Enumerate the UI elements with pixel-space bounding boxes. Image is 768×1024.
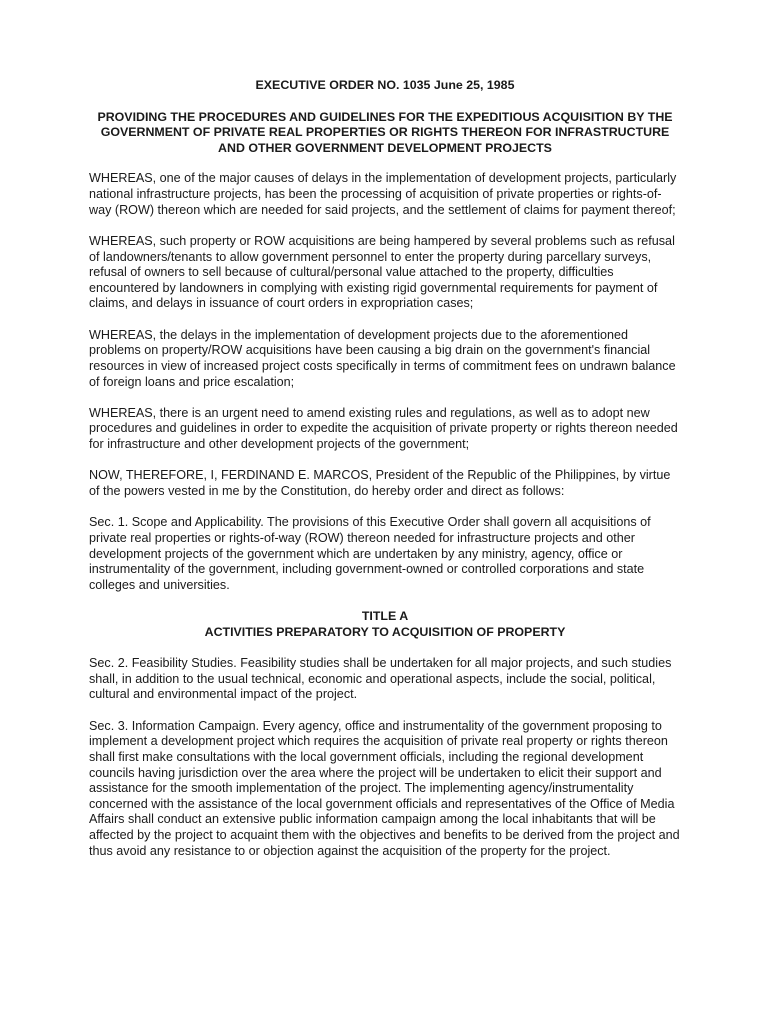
section-1: Sec. 1. Scope and Applicability. The provisions of this Executive Order shall govern all acquisitions of private real properties or rights-of-way (ROW) thereon needed for infrastructure projects and other development projects of the government which are undertaken by any ministry, agency, office or instrumentality of the government, including government-owned or controlled corporations and state colleges and universities. [89,515,651,592]
whereas-clause-4: WHEREAS, there is an urgent need to amend existing rules and regulations, as well as to adopt new procedures and guidelines in order to expedite the acquisition of private property or rights thereon needed for infrastructure and other development projects of the government; [89,405,678,452]
title-a-heading: ACTIVITIES PREPARATORY TO ACQUISITION OF PROPERTY [204,624,566,639]
title-a-label: TITLE A [361,609,409,624]
whereas-clause-3: WHEREAS, the delays in the implementation of development projects due to the aforementioned problems on property/ROW acquisitions have been causing a big drain on the government's financial resources in view of increased project costs specifically in terms of commitment fees on undrawn balance of foreign loans and price escalation; [89,327,676,389]
document-page [89,78,681,875]
section-2: Sec. 2. Feasibility Studies. Feasibility studies shall be undertaken for all major projects, and such studies shall, in addition to the usual technical, economic and operational aspects, include the social, political, cultural and environmental impact of the project. [89,656,672,702]
whereas-clause-2: WHEREAS, such property or ROW acquisitions are being hampered by several problems such as refusal of landowners/tenants to allow government personnel to enter the property during parcellary surveys, refusal of owners to sell because of cultural/personal value attached to the property, difficulties encountered by landowners in complying with existing rigid governmental requirements for payment of claims, and delays in issuance of court orders in expropriation cases; [89,233,675,311]
title-a-block [89,609,681,640]
section-3: Sec. 3. Information Campaign. Every agency, office and instrumentality of the government proposing to implement a development project which requires the acquisition of private real property or rights thereon shall first make consultations with the local government officials, including the regional development councils having jurisdiction over the area where the project will be undertaken to elicit their support and assistance for the smooth implementation of the project. The implementing agency/instrumentality concerned with the assistance of the local government officials and representatives of the Office of Media Affairs shall conduct an extensive public information campaign among the local inhabitants that will be affected by the project to acquaint them with the objectives and benefits to be derived from the project and thus avoid any resistance to or objection against the acquisition of the property for the project. [89,718,680,858]
order-purpose-heading: PROVIDING THE PROCEDURES AND GUIDELINES FOR THE EXPEDITIOUS ACQUISITION BY THE GOVERNMENT OF PRIVATE REAL PROPERTIES OR RIGHTS THEREON FOR INFRASTRUCTURE AND OTHER GOVERNMENT DEVELOPMENT PROJECTS [97,109,673,155]
order-title: EXECUTIVE ORDER NO. 1035 June 25, 1985 [255,78,515,92]
whereas-clause-1: WHEREAS, one of the major causes of delays in the implementation of development projects, particularly national infrastructure projects, has been the processing of acquisition of private properties or rights-of-way (ROW) thereon which are needed for said projects, and the settlement of claims for payment thereof; [89,171,677,217]
now-therefore-clause: NOW, THEREFORE, I, FERDINAND E. MARCOS, President of the Republic of the Philippines, by virtue of the powers vested in me by the Constitution, do hereby order and direct as follows: [89,468,671,499]
